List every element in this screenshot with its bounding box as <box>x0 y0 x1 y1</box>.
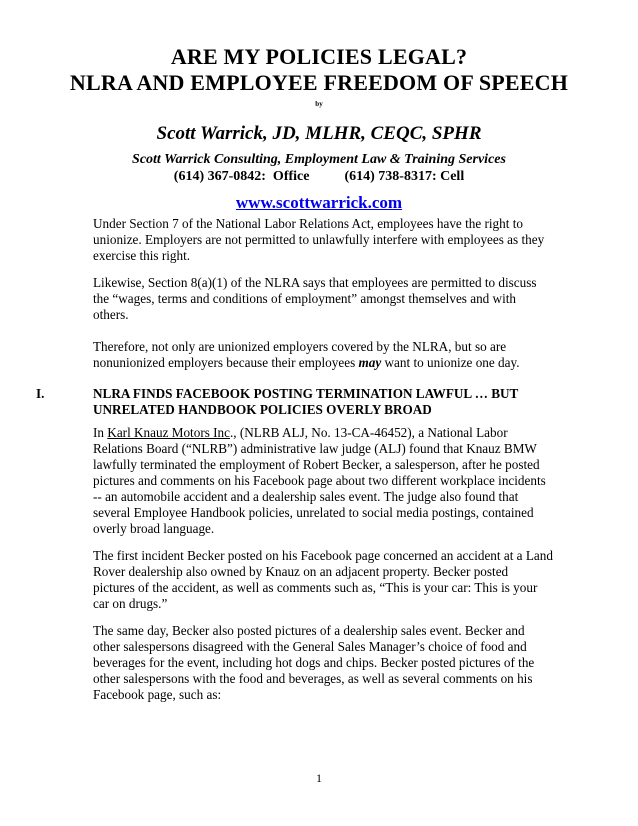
section-1-paragraph-3-text: The same day, Becker also posted pictures of a dealership sales event. Becker and other salespersons disagreed with the General Sales Manager’s choice of food and beverages for the event, including hot dogs and chips. Becker posted pictures of the other salespersons with the food and beverages, as well as several comments on his Facebook page, such as: <box>93 623 535 702</box>
intro-paragraph-3 <box>93 339 553 371</box>
section-1-paragraph-1-text <box>93 425 553 537</box>
intro-paragraph-3-before: Therefore, not only are unionized employers covered by the NLRA, but so are nonunionized employers because their employees <box>93 339 507 370</box>
case-name: Karl Knauz Motors Inc <box>107 425 230 440</box>
company-name: Scott Warrick Consulting, Employment Law & Training Services <box>132 152 506 167</box>
byline-label: by <box>315 100 323 108</box>
section-1-paragraph-1-prefix: In <box>93 425 108 440</box>
intro-paragraph-1-text: Under Section 7 of the National Labor Relations Act, employees have the right to unionize. Employers are not permitted to unlawfully interfere with employees as they exercise this right. <box>93 216 545 263</box>
document-title-line-1: ARE MY POLICIES LEGAL? <box>170 44 468 69</box>
section-1-number: I. <box>36 386 45 401</box>
page-number: 1 <box>316 771 322 785</box>
intro-paragraph-1 <box>93 216 553 264</box>
section-1-paragraph-2 <box>93 548 553 612</box>
website-link[interactable]: www.scottwarrick.com <box>235 193 403 212</box>
intro-paragraph-3-emphasis: may <box>358 355 382 370</box>
section-1-paragraph-3 <box>93 623 553 703</box>
section-1-paragraph-1 <box>93 425 553 537</box>
section-1-paragraph-1-rest: ., (NLRB ALJ, No. 13-CA-46452), a National Labor Relations Board (“NLRB”) administrative law judge (ALJ) found that Knauz BMW lawfully terminated the employment of Robert Becker, a salesperson, after he posted pictures and comments on his Facebook page about two different workplace incidents -- an automobile accident and a dealership sales event. The judge also found that several Employee Handbook policies, unrelated to social media postings, contained overly broad language. <box>93 425 546 536</box>
section-1-paragraph-2-text: The first incident Becker posted on his Facebook page concerned an accident at a Land Rover dealership also owned by Knauz on an adjacent property. Becker posted pictures of the accident, as well as comments such as, “This is your car: This is your car on drugs.” <box>93 548 553 611</box>
intro-paragraph-2 <box>93 275 553 323</box>
phone-numbers: (614) 367-0842: Office (614) 738-8317: Cell <box>173 169 465 184</box>
intro-paragraph-3-text <box>93 339 553 371</box>
section-1-heading-text: NLRA FINDS FACEBOOK POSTING TERMINATION LAWFUL … BUT UNRELATED HANDBOOK POLICIES OVERLY BROAD <box>93 386 519 417</box>
author-name: Scott Warrick, JD, MLHR, CEQC, SPHR <box>156 123 482 144</box>
intro-paragraph-2-text: Likewise, Section 8(a)(1) of the NLRA says that employees are permitted to discuss the “wages, terms and conditions of employment” amongst themselves and with others. <box>93 275 537 322</box>
document-title-line-2: NLRA AND EMPLOYEE FREEDOM OF SPEECH <box>69 70 569 95</box>
intro-paragraph-3-after: want to unionize one day. <box>381 355 520 370</box>
